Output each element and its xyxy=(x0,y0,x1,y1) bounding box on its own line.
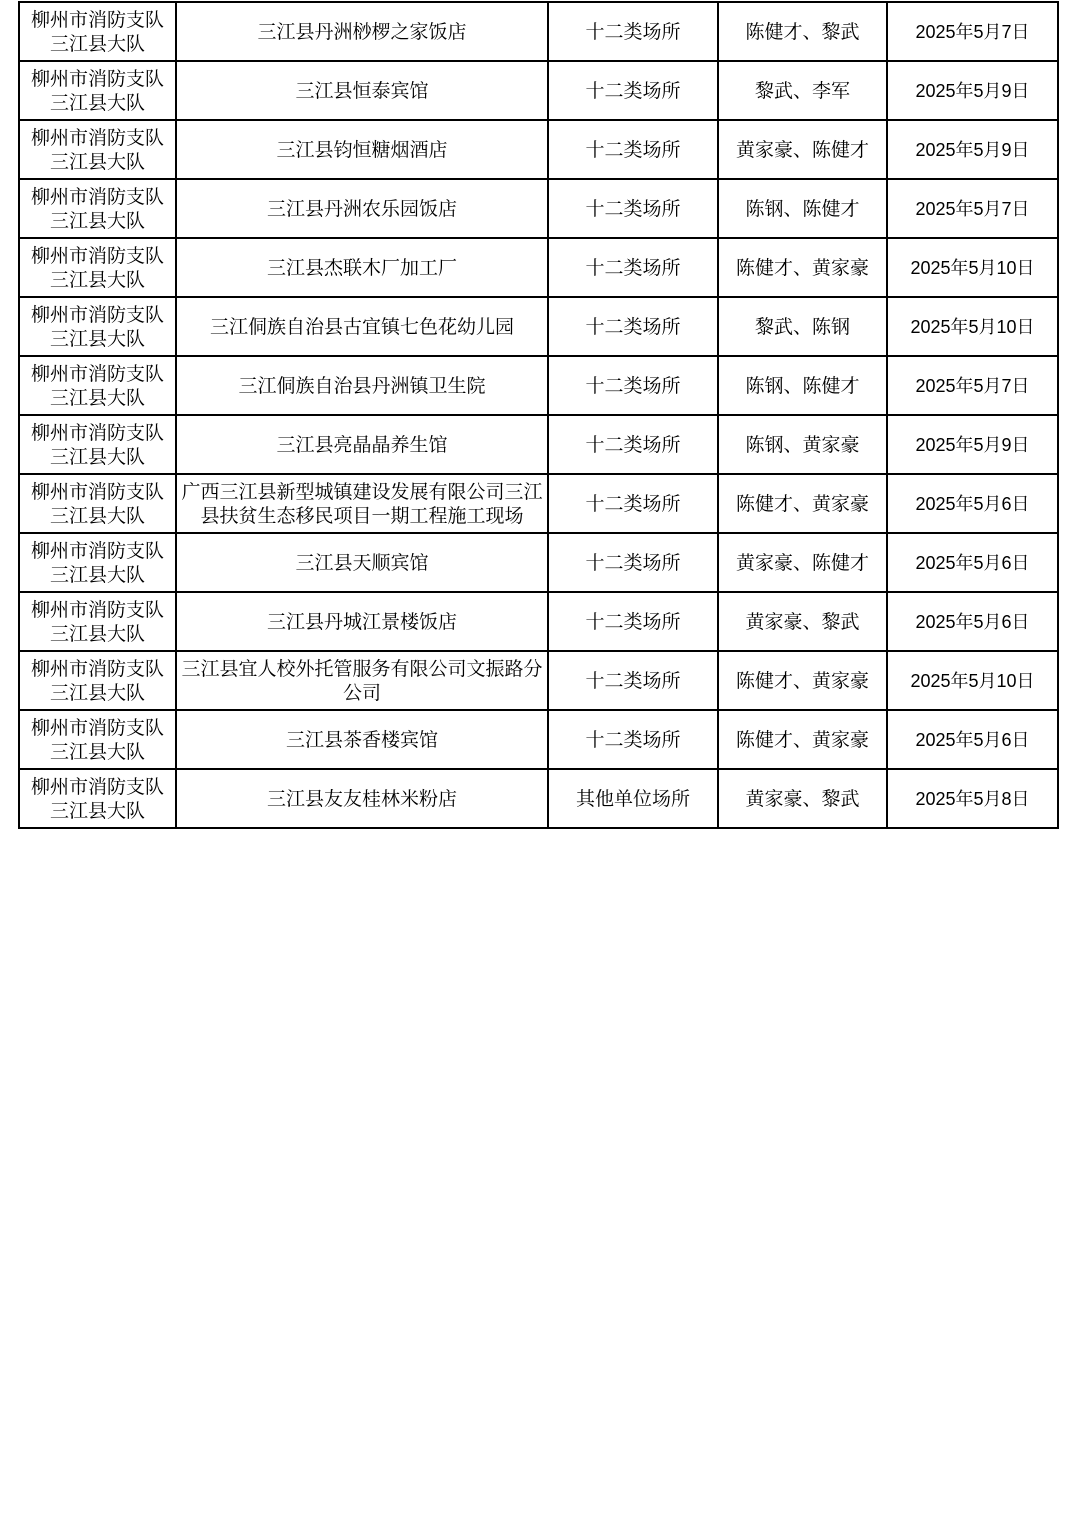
category-cell: 十二类场所 xyxy=(548,179,718,238)
department-line-1: 柳州市消防支队 xyxy=(30,480,164,503)
category-cell: 十二类场所 xyxy=(548,61,718,120)
department-cell xyxy=(19,474,176,533)
unit-name-cell: 三江县杰联木厂加工厂 xyxy=(176,238,548,297)
department-cell xyxy=(19,61,176,120)
department-cell xyxy=(19,179,176,238)
category-cell: 十二类场所 xyxy=(548,2,718,61)
table-row xyxy=(19,533,1058,592)
inspectors-cell: 黄家豪、陈健才 xyxy=(718,533,887,592)
inspectors-cell: 黎武、陈钢 xyxy=(718,297,887,356)
category-cell: 十二类场所 xyxy=(548,592,718,651)
inspection-date-cell: 2025年5月9日 xyxy=(887,120,1058,179)
department-line-2: 三江县大队 xyxy=(49,563,145,586)
department-line-1: 柳州市消防支队 xyxy=(30,539,164,562)
unit-name-cell: 三江县宜人校外托管服务有限公司文振路分公司 xyxy=(176,651,548,710)
table-row xyxy=(19,710,1058,769)
inspectors-cell: 陈钢、黄家豪 xyxy=(718,415,887,474)
inspection-date-cell: 2025年5月7日 xyxy=(887,179,1058,238)
unit-name-cell: 三江县丹洲桫椤之家饭店 xyxy=(176,2,548,61)
unit-name-cell: 三江县天顺宾馆 xyxy=(176,533,548,592)
inspectors-cell: 黄家豪、黎武 xyxy=(718,769,887,828)
unit-name-cell: 三江县丹城江景楼饭店 xyxy=(176,592,548,651)
category-cell: 十二类场所 xyxy=(548,651,718,710)
department-line-1: 柳州市消防支队 xyxy=(30,716,164,739)
inspectors-cell: 陈健才、黄家豪 xyxy=(718,238,887,297)
department-line-1: 柳州市消防支队 xyxy=(30,244,164,267)
table-row xyxy=(19,2,1058,61)
department-line-2: 三江县大队 xyxy=(49,209,145,232)
category-cell: 十二类场所 xyxy=(548,356,718,415)
unit-name-cell: 三江县茶香楼宾馆 xyxy=(176,710,548,769)
department-line-1: 柳州市消防支队 xyxy=(30,126,164,149)
department-line-1: 柳州市消防支队 xyxy=(30,185,164,208)
department-line-2: 三江县大队 xyxy=(49,799,145,822)
unit-name-cell: 广西三江县新型城镇建设发展有限公司三江县扶贫生态移民项目一期工程施工现场 xyxy=(176,474,548,533)
department-line-2: 三江县大队 xyxy=(49,622,145,645)
table-row xyxy=(19,356,1058,415)
department-line-1: 柳州市消防支队 xyxy=(30,598,164,621)
unit-name-cell: 三江侗族自治县丹洲镇卫生院 xyxy=(176,356,548,415)
unit-name-cell: 三江侗族自治县古宜镇七色花幼儿园 xyxy=(176,297,548,356)
department-cell xyxy=(19,651,176,710)
inspectors-cell: 陈钢、陈健才 xyxy=(718,179,887,238)
inspection-date-cell: 2025年5月10日 xyxy=(887,651,1058,710)
table-row xyxy=(19,238,1058,297)
table-row xyxy=(19,592,1058,651)
inspection-records-table xyxy=(18,1,1059,829)
department-line-1: 柳州市消防支队 xyxy=(30,303,164,326)
category-cell: 其他单位场所 xyxy=(548,769,718,828)
department-cell xyxy=(19,415,176,474)
category-cell: 十二类场所 xyxy=(548,120,718,179)
department-cell xyxy=(19,710,176,769)
department-line-2: 三江县大队 xyxy=(49,327,145,350)
department-cell xyxy=(19,297,176,356)
inspection-date-cell: 2025年5月6日 xyxy=(887,474,1058,533)
department-line-1: 柳州市消防支队 xyxy=(30,775,164,798)
department-line-2: 三江县大队 xyxy=(49,681,145,704)
inspection-date-cell: 2025年5月6日 xyxy=(887,592,1058,651)
department-line-1: 柳州市消防支队 xyxy=(30,8,164,31)
department-line-1: 柳州市消防支队 xyxy=(30,421,164,444)
inspection-date-cell: 2025年5月10日 xyxy=(887,297,1058,356)
department-line-1: 柳州市消防支队 xyxy=(30,67,164,90)
category-cell: 十二类场所 xyxy=(548,533,718,592)
department-line-2: 三江县大队 xyxy=(49,386,145,409)
category-cell: 十二类场所 xyxy=(548,297,718,356)
inspectors-cell: 黎武、李军 xyxy=(718,61,887,120)
inspectors-cell: 陈健才、黄家豪 xyxy=(718,651,887,710)
table-row xyxy=(19,61,1058,120)
unit-name-cell: 三江县钧恒糖烟酒店 xyxy=(176,120,548,179)
unit-name-cell: 三江县友友桂林米粉店 xyxy=(176,769,548,828)
table-body xyxy=(19,2,1058,828)
inspectors-cell: 陈健才、黄家豪 xyxy=(718,474,887,533)
department-cell xyxy=(19,356,176,415)
table-row xyxy=(19,474,1058,533)
inspection-date-cell: 2025年5月9日 xyxy=(887,415,1058,474)
department-cell xyxy=(19,769,176,828)
department-line-1: 柳州市消防支队 xyxy=(30,362,164,385)
inspectors-cell: 陈健才、黄家豪 xyxy=(718,710,887,769)
department-line-1: 柳州市消防支队 xyxy=(30,657,164,680)
department-line-2: 三江县大队 xyxy=(49,268,145,291)
inspection-date-cell: 2025年5月10日 xyxy=(887,238,1058,297)
table-row xyxy=(19,297,1058,356)
inspection-date-cell: 2025年5月7日 xyxy=(887,2,1058,61)
unit-name-cell: 三江县恒泰宾馆 xyxy=(176,61,548,120)
department-cell xyxy=(19,2,176,61)
table-row xyxy=(19,179,1058,238)
category-cell: 十二类场所 xyxy=(548,474,718,533)
department-line-2: 三江县大队 xyxy=(49,91,145,114)
department-line-2: 三江县大队 xyxy=(49,504,145,527)
inspection-date-cell: 2025年5月8日 xyxy=(887,769,1058,828)
table-row xyxy=(19,769,1058,828)
department-line-2: 三江县大队 xyxy=(49,150,145,173)
department-cell xyxy=(19,120,176,179)
department-cell xyxy=(19,238,176,297)
inspectors-cell: 陈健才、黎武 xyxy=(718,2,887,61)
category-cell: 十二类场所 xyxy=(548,710,718,769)
unit-name-cell: 三江县亮晶晶养生馆 xyxy=(176,415,548,474)
department-cell xyxy=(19,533,176,592)
inspection-date-cell: 2025年5月7日 xyxy=(887,356,1058,415)
inspectors-cell: 黄家豪、陈健才 xyxy=(718,120,887,179)
inspection-date-cell: 2025年5月9日 xyxy=(887,61,1058,120)
inspection-date-cell: 2025年5月6日 xyxy=(887,710,1058,769)
inspectors-cell: 黄家豪、黎武 xyxy=(718,592,887,651)
department-cell xyxy=(19,592,176,651)
department-line-2: 三江县大队 xyxy=(49,32,145,55)
department-line-2: 三江县大队 xyxy=(49,740,145,763)
inspection-date-cell: 2025年5月6日 xyxy=(887,533,1058,592)
department-line-2: 三江县大队 xyxy=(49,445,145,468)
category-cell: 十二类场所 xyxy=(548,415,718,474)
table-row xyxy=(19,120,1058,179)
table-row xyxy=(19,651,1058,710)
unit-name-cell: 三江县丹洲农乐园饭店 xyxy=(176,179,548,238)
inspectors-cell: 陈钢、陈健才 xyxy=(718,356,887,415)
table-row xyxy=(19,415,1058,474)
category-cell: 十二类场所 xyxy=(548,238,718,297)
